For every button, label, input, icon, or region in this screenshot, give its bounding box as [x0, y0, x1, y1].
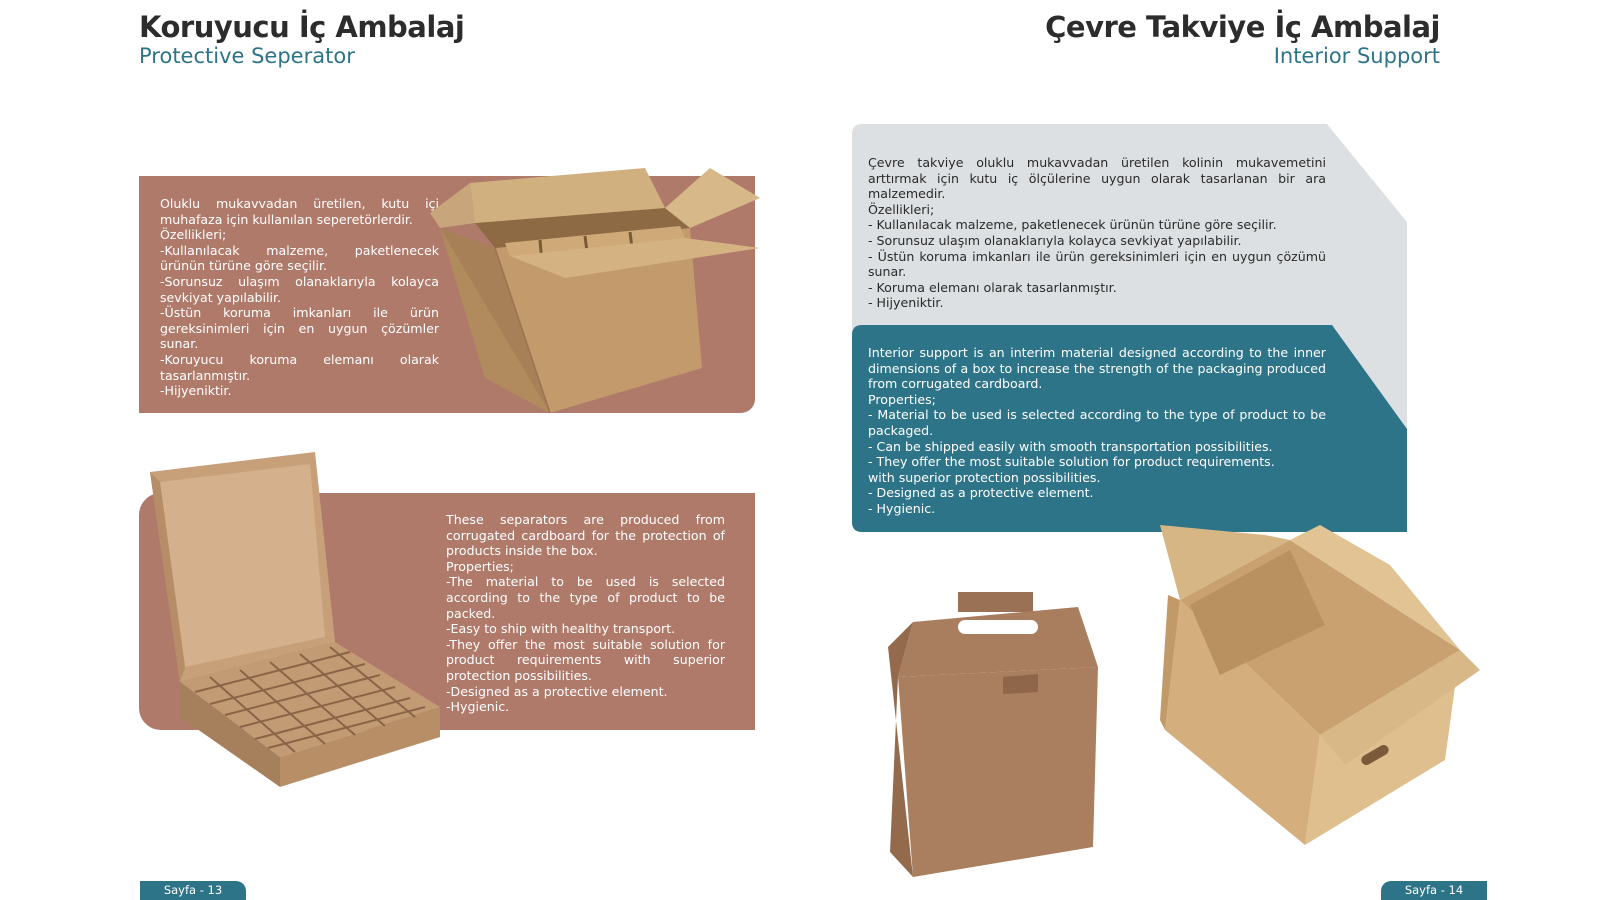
- separator-description-en: These separators are produced from corrugated cardboard for the protection of products inside the box. Properties; -The material to be used is selected according to the type of product to be packed. -Easy to ship with healthy transport. -They offer the most suitable solution for product requirements with superior protection possibilities. -Designed as a protective element. -Hygienic.: [446, 512, 725, 715]
- page-subtitle-left: Protective Seperator: [139, 44, 355, 68]
- page-subtitle-right: Interior Support: [1273, 44, 1440, 68]
- box-handle-image: [888, 592, 1114, 882]
- page-title-left: Koruyucu İç Ambalaj: [139, 10, 465, 44]
- page-title-right: Çevre Takviye İç Ambalaj: [1045, 10, 1440, 44]
- box-separator-image: [430, 168, 780, 418]
- box-open-image: [1160, 525, 1480, 860]
- page-number-right: Sayfa - 14: [1381, 881, 1487, 900]
- box-grid-image: [140, 452, 440, 797]
- separator-description-tr: Oluklu mukavvadan üretilen, kutu içi muhafaza için kullanılan seperetörlerdir. Özellikleri; -Kullanılacak malzeme, paketlenecek ürünün türüne göre seçilir. -Sorunsuz ulaşım olanaklarıyla kolayca sevkiyat yapılabilir. -Üstün koruma imkanları ile ürün gereksinimleri için en uygun çözümler sunar. -Koruyucu koruma elemanı olarak tasarlanmıştır. -Hijyeniktir.: [160, 196, 439, 399]
- interior-support-description-en: Interior support is an interim material designed according to the inner dimensions of a box to increase the strength of the packaging produced from corrugated cardboard. Properties; - Material to be used is selected according to the type of product to be packaged. - Can be shipped easily with smooth transportation possibilities. - They offer the most suitable solution for product requirements. with superior protection possibilities. - Designed as a protective element. - Hygienic.: [868, 345, 1326, 516]
- page-number-left: Sayfa - 13: [140, 881, 246, 900]
- interior-support-description-tr: Çevre takviye oluklu mukavvadan üretilen kolinin mukavemetini arttırmak için kutu iç ölçülerine uygun olarak tasarlanan bir ara malzemedir. Özellikleri; - Kullanılacak malzeme, paketlenecek ürünün türüne göre seçilir. - Sorunsuz ulaşım olanaklarıyla kolayca sevkiyat yapılabilir. - Üstün koruma imkanları ile ürün gereksinimleri için en uygun çözümü sunar. - Koruma elemanı olarak tasarlanmıştır. - Hijyeniktir.: [868, 155, 1326, 311]
